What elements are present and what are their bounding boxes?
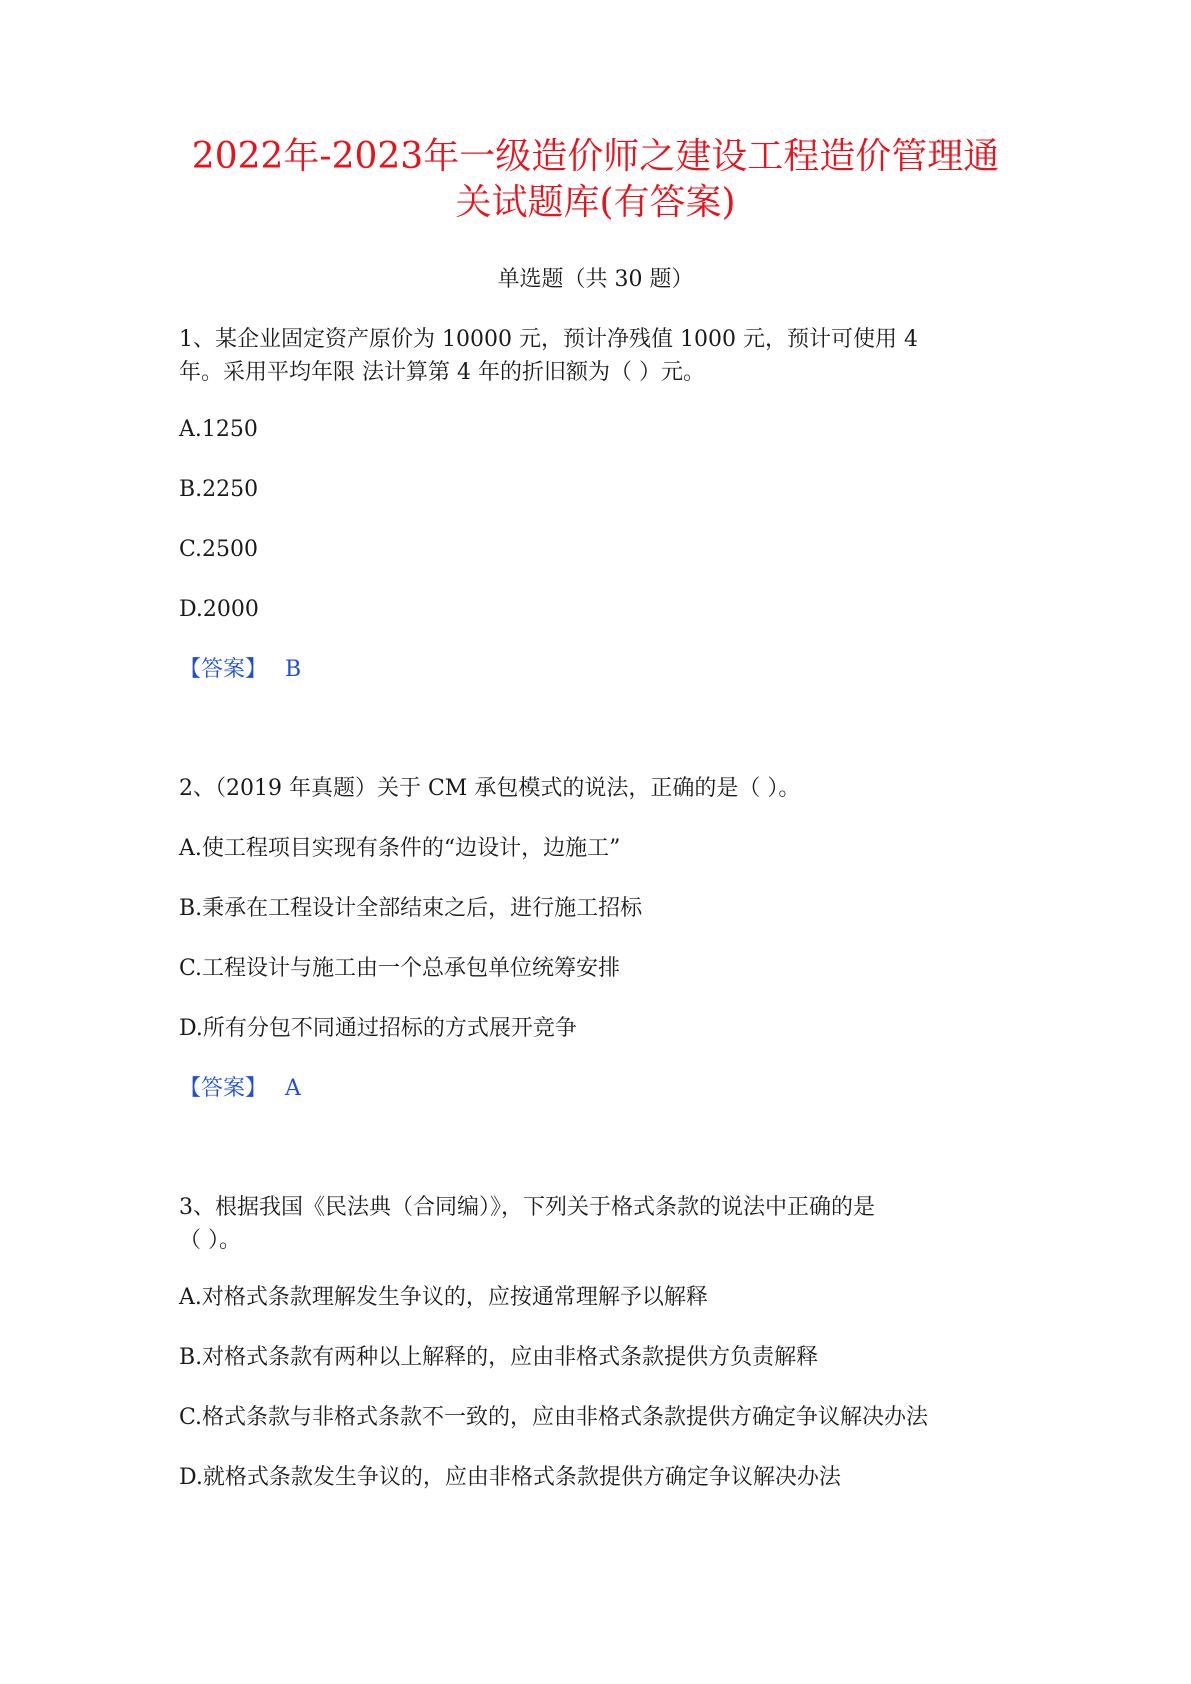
document-title-line-1: 2022年-2023年一级造价师之建设工程造价管理通 bbox=[191, 136, 1000, 177]
question-2-answer bbox=[179, 1074, 301, 1104]
question-2-stem-line-1: 2、（2019 年真题）关于 CM 承包模式的说法，正确的是（ ）。 bbox=[179, 776, 801, 801]
question-1-option-a: A.1250 bbox=[179, 417, 258, 442]
answer-value: A bbox=[285, 1076, 301, 1101]
answer-tag: 【答案】 bbox=[179, 657, 268, 682]
question-3-option-c: C.格式条款与非格式条款不一致的，应由非格式条款提供方确定争议解决办法 bbox=[179, 1405, 929, 1430]
question-1-answer bbox=[179, 655, 301, 685]
question-1-option-b: B.2250 bbox=[179, 477, 259, 502]
answer-tag: 【答案】 bbox=[179, 1076, 268, 1101]
question-1-option-d: D.2000 bbox=[179, 597, 259, 622]
question-1-stem-line-1: 1、某企业固定资产原价为 10000 元，预计净残值 1000 元，预计可使用 4 bbox=[179, 327, 918, 352]
question-3-option-b: B.对格式条款有两种以上解释的，应由非格式条款提供方负责解释 bbox=[179, 1345, 819, 1370]
question-3-option-d: D.就格式条款发生争议的，应由非格式条款提供方确定争议解决办法 bbox=[179, 1465, 841, 1490]
question-1-stem-line-2: 年。采用平均年限 法计算第 4 年的折旧额为（ ）元。 bbox=[179, 360, 705, 385]
question-2-option-d: D.所有分包不同通过招标的方式展开竞争 bbox=[179, 1016, 577, 1041]
question-2-option-c: C.工程设计与施工由一个总承包单位统筹安排 bbox=[179, 956, 621, 981]
document-title-line-2: 关试题库(有答案) bbox=[455, 182, 736, 223]
question-3-stem-line-1: 3、根据我国《民法典（合同编）》，下列关于格式条款的说法中正确的是 bbox=[179, 1195, 875, 1220]
question-3-option-a: A.对格式条款理解发生争议的，应按通常理解予以解释 bbox=[179, 1285, 708, 1310]
section-heading: 单选题（共 30 题） bbox=[497, 267, 694, 292]
question-3-stem-line-2: （ ）。 bbox=[179, 1228, 241, 1253]
answer-value: B bbox=[285, 657, 302, 682]
question-2-option-a: A.使工程项目实现有条件的“边设计，边施工” bbox=[179, 836, 621, 861]
question-2-option-b: B.秉承在工程设计全部结束之后，进行施工招标 bbox=[179, 896, 643, 921]
question-1-option-c: C.2500 bbox=[179, 537, 259, 562]
